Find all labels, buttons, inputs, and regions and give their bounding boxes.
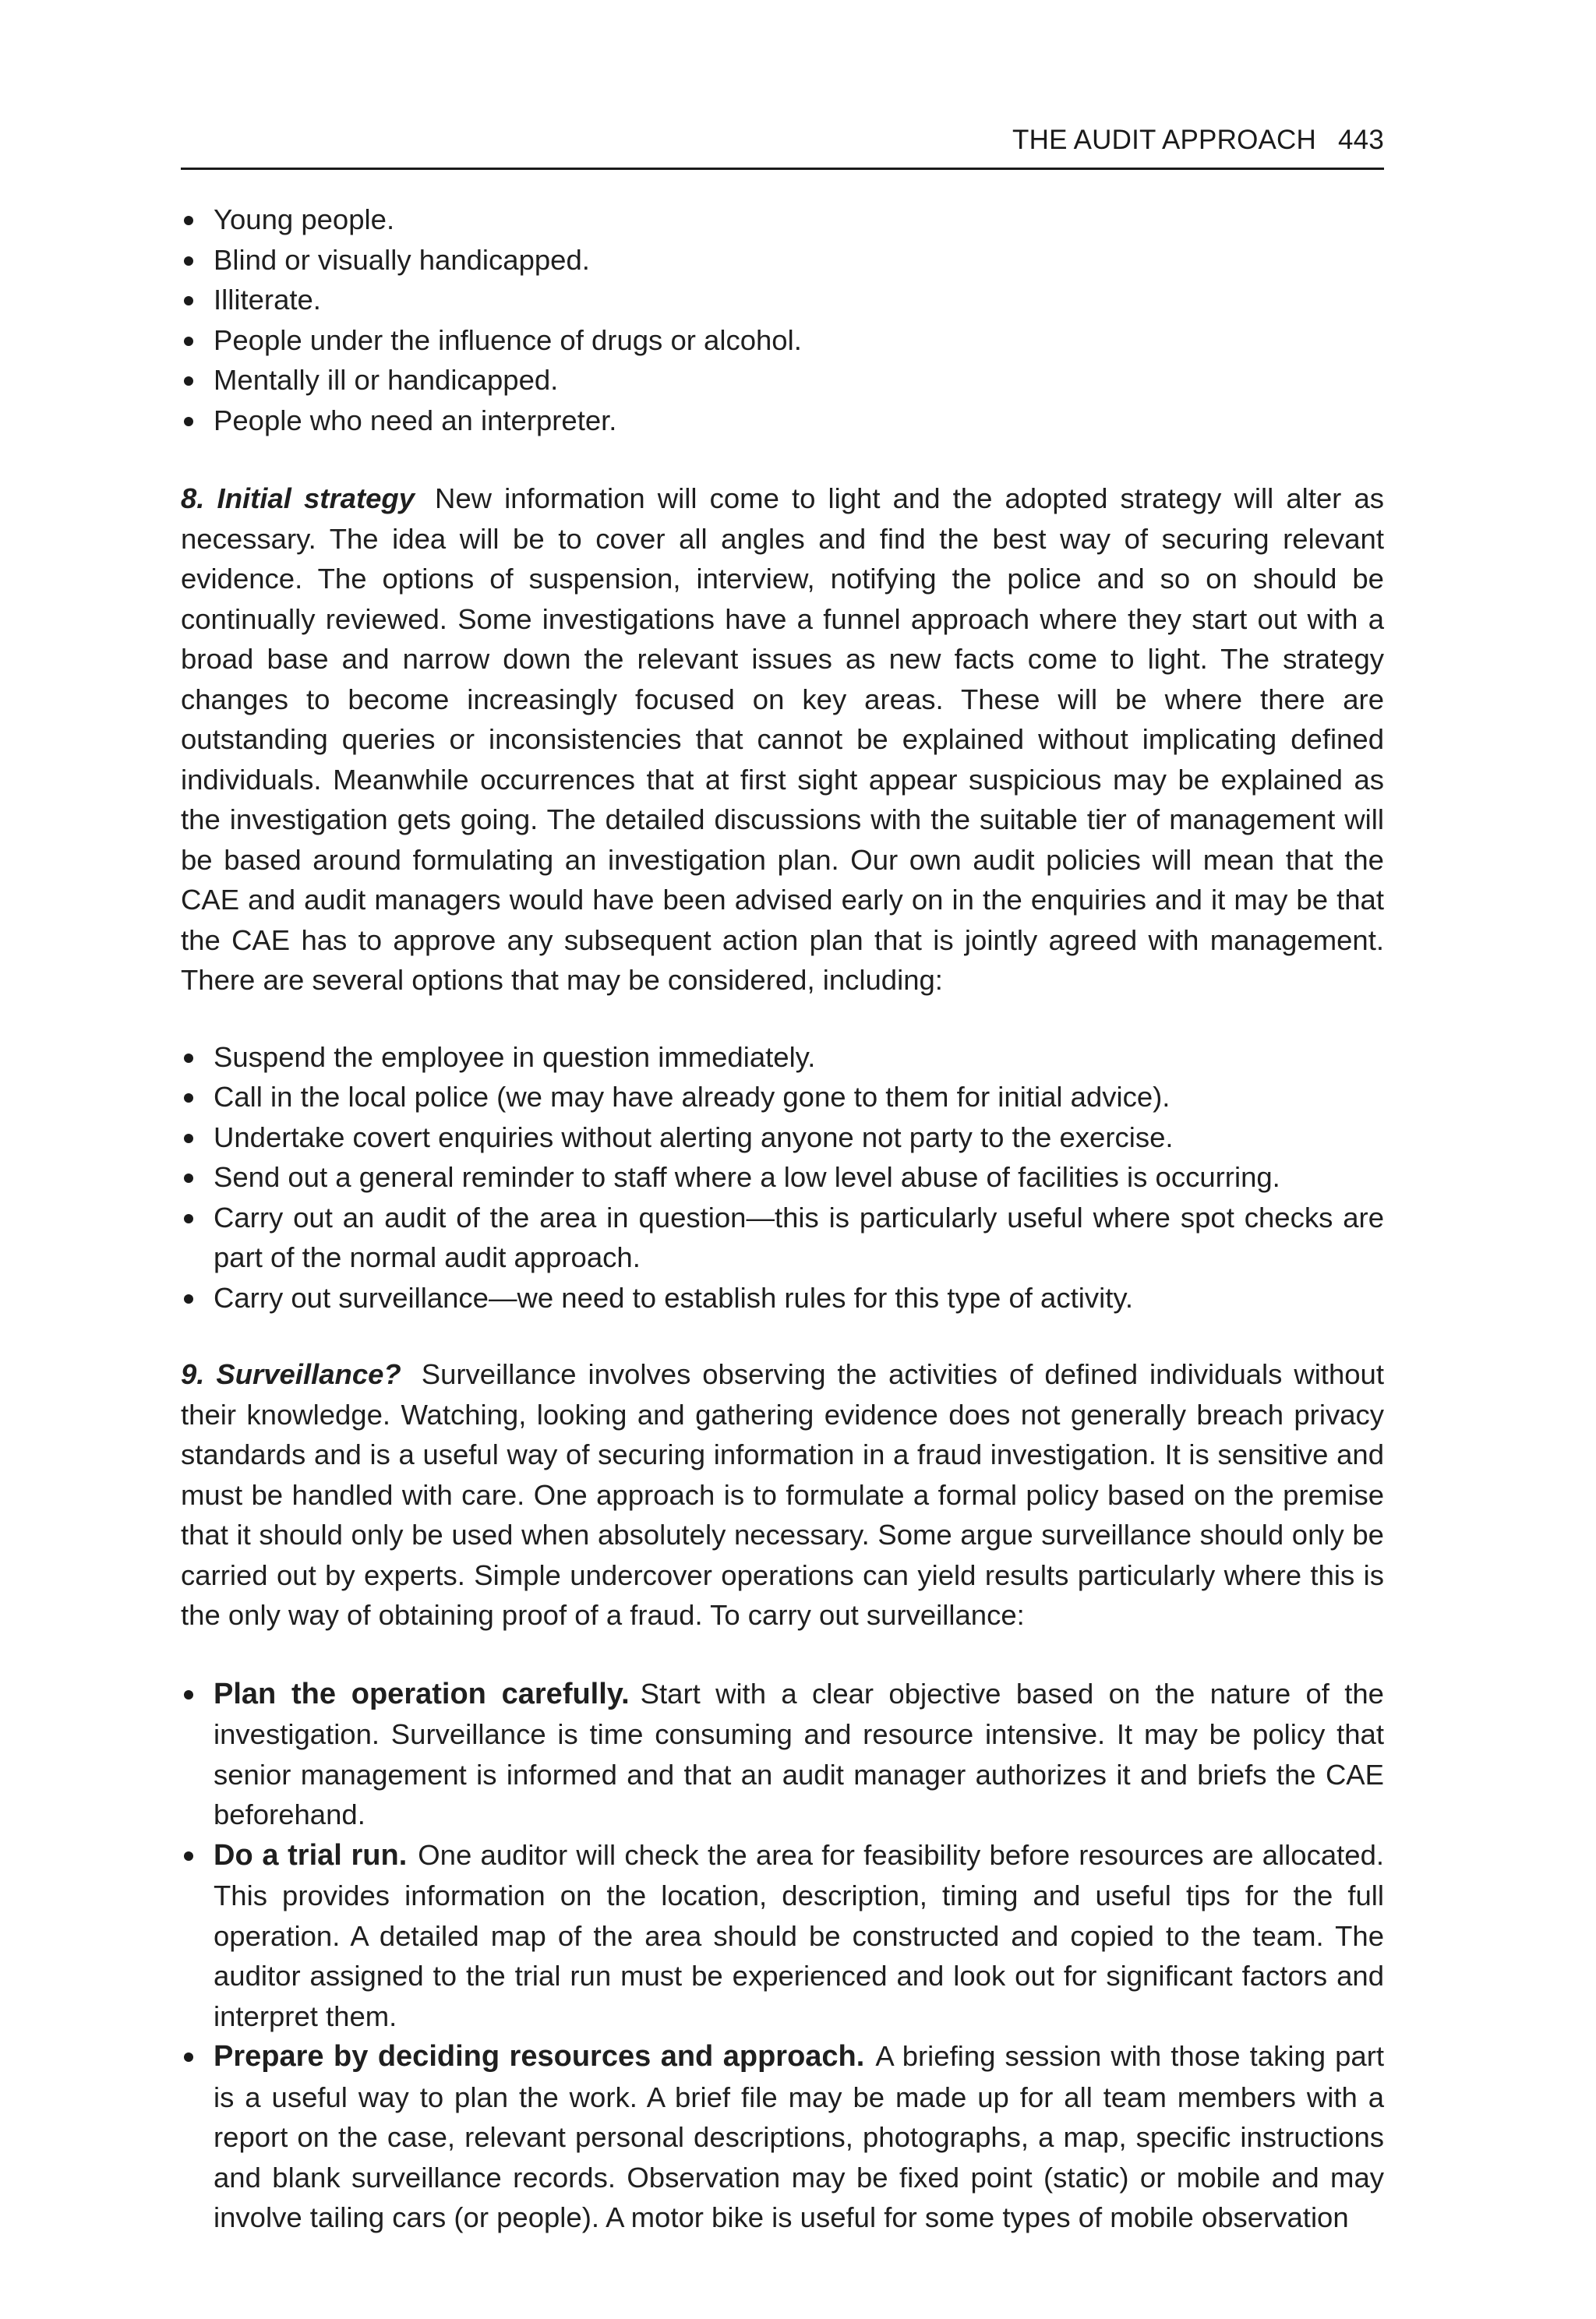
running-header [181, 117, 1384, 164]
section-8-body: New information will come to light and the adopted strategy will alter as necessary. The idea will be to cover all angles and find the best way of securing relevant evidence. The options of suspension, interview, notifying the police and so on should be continually reviewed. Some investigations have a funnel approach where they start out with a broad base and narrow down the relevant issues as new facts come to light. The strategy changes to become increasingly focused on key areas. These will be where there are outstanding queries or inconsistencies that cannot be explained without implicating defined individuals. Meanwhile occurrences that at first sight appear suspicious may be explained as the investigation gets going. The detailed discussions with the suitable tier of management will be based around formulating an investigation plan. Our own audit policies will mean that the CAE and audit managers would have been advised early on in the enquiries and it may be that the CAE has to approve any subsequent action plan that is jointly agreed with management. There are several options that may be considered, including: [181, 482, 1384, 996]
running-title: THE AUDIT APPROACH [1012, 125, 1316, 155]
list-item [181, 1674, 1384, 1835]
page-content [181, 199, 1384, 2238]
section-8-paragraph [181, 478, 1384, 1001]
list-item: Mentally ill or handicapped. [181, 360, 1384, 401]
step-text: One auditor will check the area for feasibility before resources are allocated. This provides information on the location, description, timing and useful tips for the full operation. A detailed map of the area should be constructed and copied to the team. The auditor assigned to the trial run must be experienced and look out for significant factors and interpret them. [214, 1838, 1385, 2032]
header-rule [181, 168, 1384, 170]
surveillance-steps-list [181, 1674, 1384, 2238]
section-9-paragraph [181, 1354, 1384, 1636]
list-item: Illiterate. [181, 280, 1384, 320]
list-item: Carry out an audit of the area in question—this is particularly useful where spot checks are part of the normal audit approach. [181, 1198, 1384, 1278]
list-item: Undertake covert enquiries without alerting anyone not party to the exercise. [181, 1117, 1384, 1158]
section-8-heading: 8. Initial strategy [181, 482, 415, 514]
list-item: Blind or visually handicapped. [181, 240, 1384, 281]
list-item: Carry out surveillance—we need to establish rules for this type of activity. [181, 1278, 1384, 1318]
step-text: A briefing session with those taking part is a useful way to plan the work. A brief file may be made up for all team members with a report on the case, relevant personal descriptions, photographs, a map, specific instructions and blank surveillance records. Observation may be fixed point (static) or mobile and may involve tailing cars (or people). A motor bike is useful for some types of mobile observation [214, 2040, 1384, 2233]
list-item [181, 2036, 1384, 2238]
page-number: 443 [1338, 125, 1384, 155]
list-item: People who need an interpreter. [181, 401, 1384, 441]
step-text: Start with a clear objective based on the nature of the investigation. Surveillance is time consuming and resource intensive. It may be policy that senior management is informed and that an audit manager authorizes it and briefs the CAE beforehand. [214, 1677, 1384, 1830]
vulnerable-groups-list [181, 199, 1384, 440]
strategy-options-list [181, 1037, 1384, 1318]
step-lead: Do a trial run. [214, 1838, 408, 1872]
list-item: People under the influence of drugs or alcohol. [181, 320, 1384, 361]
step-lead: Plan the operation carefully. [214, 1677, 630, 1710]
list-item: Young people. [181, 199, 1384, 240]
section-9-heading: 9. Surveillance? [181, 1358, 401, 1390]
section-9-body: Surveillance involves observing the activities of defined individuals without their knowledge. Watching, looking and gathering evidence does not generally breach privacy standards and is a useful way of securing information in a fraud investigation. It is sensitive and must be handled with care. One approach is to formulate a formal policy based on the premise that it should only be used when absolutely necessary. Some argue surveillance should only be carried out by experts. Simple undercover operations can yield results particularly where this is the only way of obtaining proof of a fraud. To carry out surveillance: [181, 1358, 1384, 1631]
list-item: Suspend the employee in question immediately. [181, 1037, 1384, 1078]
list-item: Call in the local police (we may have already gone to them for initial advice). [181, 1077, 1384, 1117]
list-item [181, 1835, 1384, 2037]
list-item: Send out a general reminder to staff where a low level abuse of facilities is occurring. [181, 1157, 1384, 1198]
step-lead: Prepare by deciding resources and approach. [214, 2040, 865, 2073]
